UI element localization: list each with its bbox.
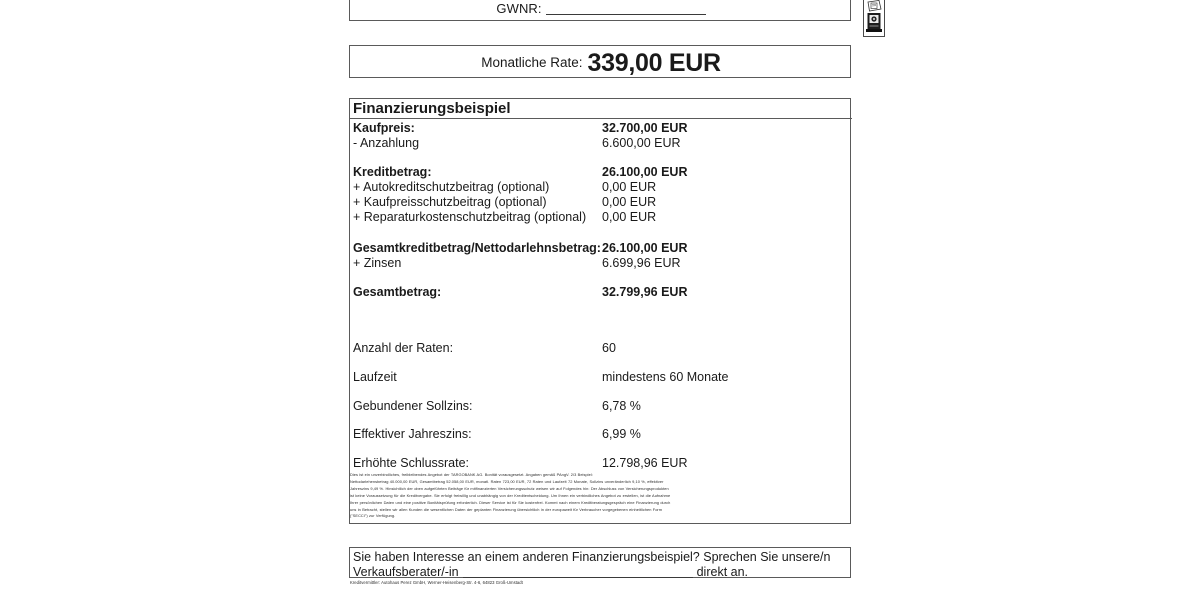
row-label: Laufzeit xyxy=(353,370,397,384)
row-value: 6.600,00 EUR xyxy=(602,136,681,150)
row-label: + Kaufpreisschutzbeitrag (optional) xyxy=(353,195,547,209)
table-row xyxy=(350,180,852,195)
row-value: 0,00 EUR xyxy=(602,180,657,194)
table-row xyxy=(350,121,852,136)
row-value: 32.799,96 EUR xyxy=(602,285,688,299)
finance-example-table xyxy=(349,98,851,524)
gwnr-box xyxy=(349,0,851,21)
row-label: Gesamtkreditbetrag/Nettodarlehnsbetrag: xyxy=(353,241,601,255)
fine-print-line: uns in Betracht, stellen wir allen Kunden die wesentlichen Daten der geplanten Finanzierung übersichtlich in der europaweit für Verbraucher vorgegebenen einheitlichen Form xyxy=(350,506,663,512)
row-label: Gebundener Sollzins: xyxy=(353,399,473,413)
table-row xyxy=(350,195,852,210)
row-label: - Anzahlung xyxy=(353,136,420,150)
table-row xyxy=(350,165,852,180)
row-value: 6,99 % xyxy=(602,427,641,441)
advisor-question-line: Sie haben Interesse an einem anderen Finanzierungsbeispiel? Sprechen Sie unsere/n xyxy=(353,550,831,564)
row-value: 26.100,00 EUR xyxy=(602,165,688,179)
row-label: + Zinsen xyxy=(353,256,402,270)
table-row xyxy=(350,399,852,414)
fine-print-line: Ihrer persönlichen Daten und eine positive Bonitätsprüfung erforderlich. Dieser Service ist für Sie kostenfrei. Kommt nach einem Kreditberatungsgespräch eine Finanzierung durch xyxy=(350,499,671,505)
row-label: + Reparaturkostenschutzbeitrag (optional) xyxy=(353,210,587,224)
row-value: 60 xyxy=(602,341,616,355)
row-value: 32.700,00 EUR xyxy=(602,121,688,135)
row-value: 6.699,96 EUR xyxy=(602,256,681,270)
row-label: Anzahl der Raten: xyxy=(353,341,454,355)
gwnr-row xyxy=(350,1,852,16)
row-label: Effektiver Jahreszins: xyxy=(353,427,472,441)
credit-broker-note: Kreditvermittler: Autohaus Perez GmbH, Werner-Heisenberg-Str. 4-6, 64823 Groß-Umstadt xyxy=(350,580,523,585)
fine-print-line: ist keine Voraussetzung für die Kreditvergabe. Sie erfolgt freiwillig und unabhängig von der Kreditentscheidung. Um Ihnen ein verbindliches Angebot zu erstellen, ist die Aufnahme xyxy=(350,492,671,498)
row-value: 0,00 EUR xyxy=(602,210,657,224)
table-row xyxy=(350,456,852,471)
table-row xyxy=(350,427,852,442)
advisor-label-suffix: direkt an. xyxy=(696,565,749,579)
monthly-rate-label: Monatliche Rate: xyxy=(481,55,583,70)
advisor-input-line[interactable] xyxy=(463,577,693,578)
table-row xyxy=(350,210,852,225)
row-label: Kaufpreis: xyxy=(353,121,415,135)
gwnr-label: GWNR: xyxy=(496,1,542,16)
row-value: mindestens 60 Monate xyxy=(602,370,729,384)
advisor-name-line xyxy=(353,565,748,579)
table-row xyxy=(350,341,852,356)
table-row xyxy=(350,256,852,271)
monthly-rate-value: 339,00 EUR xyxy=(587,49,721,77)
fine-print-line: Dies ist ein unverbindliches, freibleibendes Angebot der TARGOBANK AG. Bonität vorausgesetzt. Angaben gemäß PAngV. 2/3 Beispiel: xyxy=(350,472,593,477)
row-label: Kreditbetrag: xyxy=(353,165,432,179)
printer-scanner-icon[interactable] xyxy=(863,0,885,37)
row-value: 12.798,96 EUR xyxy=(602,456,688,470)
finance-table-title: Finanzierungsbeispiel xyxy=(350,99,852,119)
gwnr-input-line[interactable] xyxy=(546,14,706,15)
advisor-contact-box xyxy=(349,547,851,578)
fine-print-line: ("SECCI") zur Verfügung. xyxy=(350,513,396,519)
table-row xyxy=(350,136,852,151)
monthly-rate-row xyxy=(350,46,852,79)
advisor-label-prefix: Verkaufsberater/-in xyxy=(353,565,459,579)
table-row xyxy=(350,241,852,256)
row-value: 26.100,00 EUR xyxy=(602,241,688,255)
fine-print-disclaimer xyxy=(350,472,848,522)
table-row xyxy=(350,285,852,300)
row-label: Gesamtbetrag: xyxy=(353,285,442,299)
fine-print-line: Jahreszins 9,49 %. Hinsichtlich der oben aufgeführten Beiträge für mitfinanzierten Versicherungsschutz weisen wir auf Folgendes hin: Der Abschluss von Versicherungsprodukten xyxy=(350,485,669,491)
row-value: 6,78 % xyxy=(602,399,641,413)
table-row xyxy=(350,370,852,385)
monthly-rate-box xyxy=(349,45,851,78)
row-value: 0,00 EUR xyxy=(602,195,657,209)
row-label: Erhöhte Schlussrate: xyxy=(353,456,470,470)
row-label: + Autokreditschutzbeitrag (optional) xyxy=(353,180,550,194)
fine-print-line: Nettodarlehensbetrag 40.000,00 EUR, Gesamtbetrag 52.058,00 EUR, monatl. Raten 723,00 EUR, 72 Raten und Laufzeit 72 Monate, Sollzins unveränderlich 9,10 %, effektiver xyxy=(350,478,664,484)
